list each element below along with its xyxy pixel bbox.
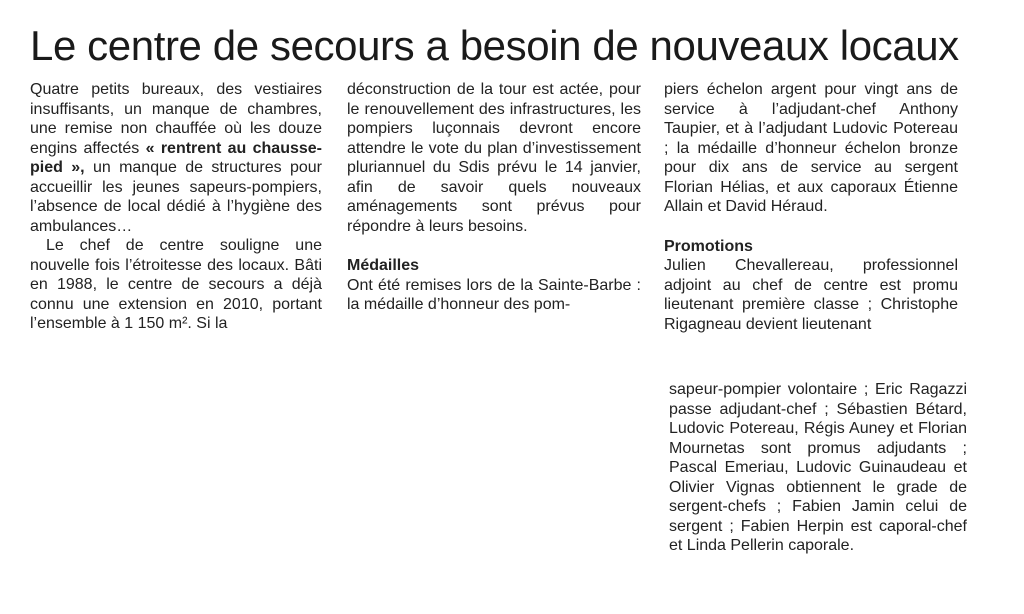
article-column-4 xyxy=(669,380,967,556)
text-run: un manque de structures pour accueillir les jeunes sapeurs-pompiers, l’absence de local dédié à l’hygiène des ambulances… xyxy=(30,159,323,235)
text-run: Quatre petits bureaux, des vestiaires insuffisants, un manque de chambres, une remise non chauffée où les douze engins affectés xyxy=(30,81,322,157)
section-heading-promotions: Promotions xyxy=(664,237,753,255)
article-column-2 xyxy=(347,80,641,315)
quote-emphasis: « rentrent au chausse-pied », xyxy=(30,139,322,176)
paragraph: piers échelon argent pour vingt ans de service à l’adjudant-chef Anthony Taupier, et à l’adjudant Ludovic Potereau ; la médaille d’honneur échelon bronze pour dix ans de service au sergent Florian Hélias, et aux caporaux Étienne Allain et David Héraud. xyxy=(664,81,958,215)
paragraph xyxy=(30,80,322,236)
paragraph: Julien Chevallereau, professionnel adjoint au chef de centre est promu lieutenant première classe ; Christophe Rigagneau devient lieutenant xyxy=(664,257,958,333)
paragraph: Le chef de centre souligne une nouvelle fois l’étroitesse des locaux. Bâti en 1988, le centre de secours a déjà connu une extension en 2010, portant l’ensemble à 1 150 m². Si la xyxy=(30,237,322,332)
article-column-3 xyxy=(664,80,958,334)
paragraph: déconstruction de la tour est actée, pour le renouvellement des infrastructures, les pompiers luçonnais devront encore attendre le vote du plan d’investissement pluriannuel du Sdis prévu le 14 janvier, afin de savoir quels nouveaux aménagements sont prévus pour répondre à leurs besoins. xyxy=(347,81,641,235)
paragraph: sapeur-pompier volontaire ; Eric Ragazzi passe adjudant-chef ; Sébastien Bétard, Ludovic Potereau, Régis Auney et Florian Mournetas sont promus adjudants ; Pascal Emeriau, Ludovic Guinaudeau et Olivier Vignas obtiennent le grade de sergent-chefs ; Fabien Jamin celui de sergent ; Fabien Herpin est caporal-chef et Linda Pellerin caporale. xyxy=(669,381,967,554)
section-heading-medailles: Médailles xyxy=(347,257,420,274)
article-column-1 xyxy=(30,80,322,334)
paragraph: Ont été remises lors de la Sainte-Barbe : la médaille d’honneur des pom- xyxy=(347,276,641,313)
article-headline: Le centre de secours a besoin de nouveaux locaux xyxy=(30,22,959,69)
